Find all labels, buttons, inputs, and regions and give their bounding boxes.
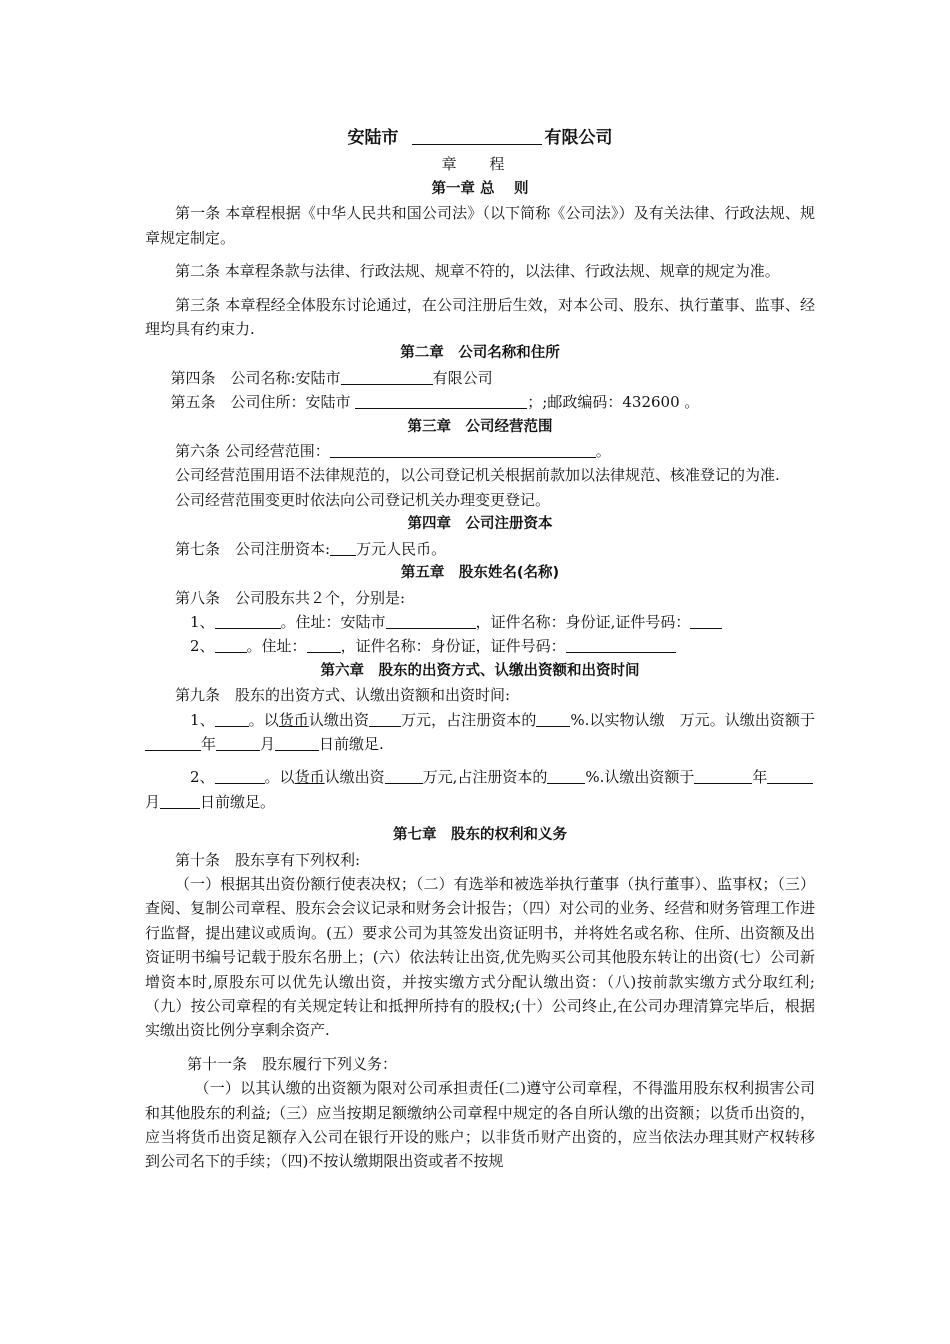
document-page	[145, 125, 815, 1174]
contribution-1-month-field[interactable]	[216, 734, 260, 751]
article-11-obligations: （一）以其认缴的出资额为限对公司承担责任(二)遵守公司章程，不得滥用股东权利损害公司和其他股东的利益;（三）应当按期足额缴纳公司章程中规定的各自所认缴的出资额；以货币出资的，应当将货币出资足额存入公司在银行开设的账户；以非货币财产出资的，应当依法办理其财产权转移到公司名下的手续；（四)不按认缴期限出资或者不按规	[145, 1079, 815, 1171]
article-10: 第十条 股东享有下列权利:	[175, 850, 361, 869]
article-4: 第四条 公司名称:安陆市 有限公司	[170, 368, 493, 387]
company-name-blank[interactable]	[412, 128, 542, 145]
business-scope-field[interactable]	[330, 441, 596, 458]
contributor-2-field[interactable]	[215, 767, 265, 784]
chapter-5-heading: 第五章 股东姓名(名称)	[400, 565, 560, 582]
article-5: 第五条 公司住所：安陆市 ；;邮政编码：432600 。	[170, 393, 700, 412]
contribution-1: 1、 。以货币认缴出资 万元，占注册资本的 %.以实物认缴 万元。认缴出资额于年 月 日前缴足.	[145, 708, 815, 757]
company-name-field[interactable]	[341, 368, 433, 385]
article-6-clause-3: 公司经营范围变更时依法向公司登记机关办理变更登记。	[175, 490, 551, 509]
article-11: 第十一条 股东履行下列义务：	[187, 1054, 398, 1073]
contribution-2-month-field[interactable]	[767, 767, 813, 784]
shareholder-2-name-field[interactable]	[215, 636, 247, 653]
chapter-1-heading: 第一章 总 则	[431, 181, 529, 197]
article-10-rights: （一）根据其出资份额行使表决权；（二）有选举和被选举执行董事（执行董事）、监事权；（三）查阅、复制公司章程、股东会会议记录和财务会计报告；（四）对公司的业务、经营和财务管理工作进行监督，提出建议或质询。(五）要求公司为其签发出资证明书，并将姓名或名称、住所、出资额及出资证明书编号记载于股东名册上；(六）依法转让出资,优先购买公司其他股东转让的出资(七）公司新增资本时,原股东可以优先认缴出资，并按实缴方式分配认缴出资：（八)按前款实缴方式分取红利;（九）按公司章程的有关规定转让和抵押所持有的股权;(十）公司终止,在公司办理清算完毕后，根据实缴出资比例分享剩余资产.	[145, 874, 815, 1040]
chapter-6-heading: 第六章 股东的出资方式、认缴出资额和出资时间	[320, 662, 640, 679]
article-7: 第七条 公司注册资本: 万元人民币。	[175, 539, 447, 558]
chapter-7-heading: 第七章 股东的权利和义务	[393, 827, 567, 844]
contribution-2-year-field[interactable]	[694, 767, 752, 784]
contribution-2: 2、 。以货币认缴出资 万元,占注册资本的 %.认缴出资额于 年月 日前缴足。	[145, 765, 815, 814]
article-1: 第一条 本章程根据《中华人民共和国公司法》（以下简称《公司法》）及有关法律、行政法规、规章规定制定。	[145, 204, 815, 247]
contribution-2-day-field[interactable]	[160, 792, 200, 809]
contribution-2-amount-field[interactable]	[385, 767, 423, 784]
contribution-1-day-field[interactable]	[275, 734, 319, 751]
shareholder-1-line: 1、 。住址：安陆市 ，证件名称：身份证,证件号码：	[145, 610, 815, 634]
shareholder-1-id-field[interactable]	[690, 612, 722, 629]
document-title: 安陆市 有限公司	[347, 128, 613, 148]
contribution-1-amount-field[interactable]	[369, 710, 401, 727]
shareholder-2-line: 2、 。住址： ，证件名称：身份证，证件号码：	[145, 634, 815, 658]
contributor-1-field[interactable]	[215, 710, 249, 727]
chapter-4-heading: 第四章 公司注册资本	[407, 516, 553, 533]
chapter-2-heading: 第二章 公司名称和住所	[400, 345, 560, 362]
contribution-1-percent-field[interactable]	[536, 710, 570, 727]
article-6-clause-2: 公司经营范围用语不法律规范的，以公司登记机关根据前款加以法律规范、核准登记的为准.	[175, 466, 780, 485]
contribution-1-year-field[interactable]	[145, 734, 201, 751]
article-6: 第六条 公司经营范围： 。	[175, 442, 611, 461]
article-8: 第八条 公司股东共２个，分别是:	[175, 588, 406, 607]
shareholder-1-address-field[interactable]	[386, 612, 476, 629]
shareholder-2-id-field[interactable]	[566, 636, 676, 653]
article-9: 第九条 股东的出资方式、认缴出资额和出资时间:	[175, 686, 511, 705]
company-address-field[interactable]	[355, 392, 527, 409]
document-subtitle: 章 程	[441, 155, 519, 173]
shareholder-1-name-field[interactable]	[215, 612, 281, 629]
registered-capital-field[interactable]	[330, 539, 356, 556]
chapter-3-heading: 第三章 公司经营范围	[407, 418, 553, 435]
article-2: 第二条 本章程条款与法律、行政法规、规章不符的，以法律、行政法规、规章的规定为准。	[175, 262, 780, 281]
shareholder-2-address-field[interactable]	[307, 636, 341, 653]
article-3: 第三条 本章程经全体股东讨论通过，在公司注册后生效，对本公司、股东、执行董事、监事、经理均具有约束力.	[145, 295, 815, 339]
contribution-2-percent-field[interactable]	[547, 767, 585, 784]
